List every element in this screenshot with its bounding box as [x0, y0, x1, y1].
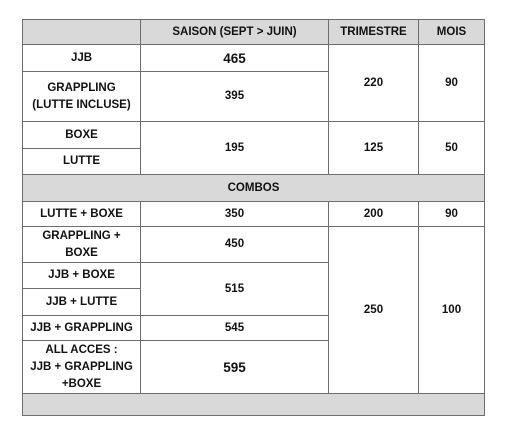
header-trimester: TRIMESTRE	[329, 20, 419, 45]
season-boxe-lutte: 195	[141, 122, 329, 175]
season-grappling-boxe: 450	[141, 227, 329, 263]
row-label-grappling-line2: (LUTTE INCLUSE)	[32, 98, 131, 111]
month-combos-shared: 100	[419, 227, 485, 394]
row-label-grappling	[23, 72, 141, 122]
table-row	[23, 227, 485, 263]
row-label-grappling-line1: GRAPPLING	[47, 81, 116, 94]
row-label-all-access-line1: ALL ACCES :	[45, 343, 118, 356]
row-label-jjb-lutte: JJB + LUTTE	[23, 289, 141, 316]
season-jjb-boxe-lutte: 515	[141, 263, 329, 316]
row-label-boxe: BOXE	[23, 122, 141, 149]
trimester-lutte-boxe: 200	[329, 202, 419, 227]
header-season: SAISON (SEPT > JUIN)	[141, 20, 329, 45]
row-label-grappling-boxe	[23, 227, 141, 263]
season-lutte-boxe: 350	[141, 202, 329, 227]
header-blank-cell	[23, 20, 141, 45]
month-lutte-boxe: 90	[419, 202, 485, 227]
table-row	[23, 45, 485, 72]
table-row	[23, 122, 485, 149]
trimester-combos-shared: 250	[329, 227, 419, 394]
row-label-lutte-boxe: LUTTE + BOXE	[23, 202, 141, 227]
trimester-jjb-grappling: 220	[329, 45, 419, 122]
row-label-all-access-line2: JJB + GRAPPLING	[30, 360, 133, 373]
season-all-access: 595	[141, 341, 329, 394]
season-jjb-grappling: 545	[141, 316, 329, 341]
header-row	[23, 20, 485, 45]
price-table	[22, 19, 485, 416]
row-label-grappling-boxe-line1: GRAPPLING +	[42, 229, 121, 242]
month-jjb-grappling: 90	[419, 45, 485, 122]
footer-band	[23, 394, 485, 416]
row-label-jjb-grappling: JJB + GRAPPLING	[23, 316, 141, 341]
row-label-lutte: LUTTE	[23, 149, 141, 175]
row-label-all-access	[23, 341, 141, 394]
combos-header-row	[23, 175, 485, 202]
combos-header: COMBOS	[23, 175, 485, 202]
row-label-jjb: JJB	[23, 45, 141, 72]
footer-row	[23, 394, 485, 416]
row-label-grappling-boxe-line2: BOXE	[65, 246, 98, 259]
table-row	[23, 202, 485, 227]
row-label-all-access-line3: +BOXE	[61, 377, 102, 390]
row-label-jjb-boxe: JJB + BOXE	[23, 263, 141, 289]
month-boxe-lutte: 50	[419, 122, 485, 175]
header-month: MOIS	[419, 20, 485, 45]
trimester-boxe-lutte: 125	[329, 122, 419, 175]
season-jjb: 465	[141, 45, 329, 72]
season-grappling: 395	[141, 72, 329, 122]
